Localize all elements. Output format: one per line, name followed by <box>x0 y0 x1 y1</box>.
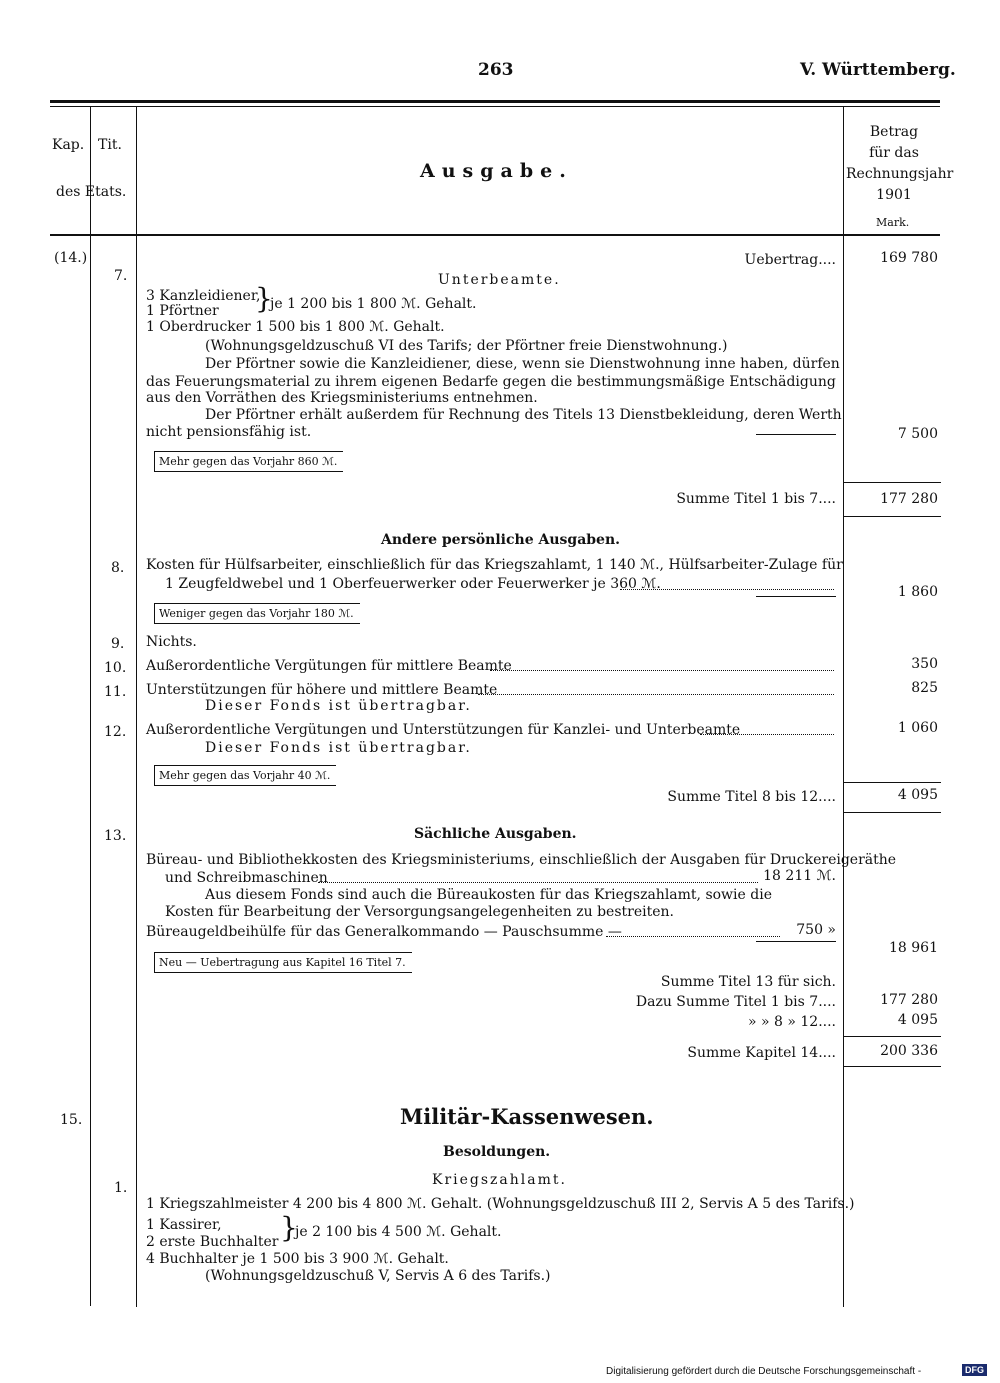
tit-12: 12. <box>104 724 127 740</box>
note-box: Weniger gegen das Vorjahr 180 ℳ. <box>154 603 360 624</box>
tit-1: 1. <box>114 1180 128 1196</box>
underline <box>756 941 836 942</box>
text-line: Büreaugeldbeihülfe für das Generalkommando — Pauschsumme — <box>146 924 622 940</box>
text-line: 1 Pförtner <box>146 303 219 319</box>
text-line: 1 Kassirer, <box>146 1217 222 1233</box>
chapter-heading: Militär-Kassenwesen. <box>400 1104 654 1129</box>
header-des-etats: des Etats. <box>56 184 127 200</box>
text-line: (Wohnungsgeldzuschuß V, Servis A 6 des Tarifs.) <box>205 1268 551 1284</box>
amount-header-line: Betrag <box>869 124 919 140</box>
text-line: (Wohnungsgeldzuschuß VI des Tarifs; der Pförtner freie Dienstwohnung.) <box>205 338 728 354</box>
subtotal-value: 18 211 ℳ. <box>763 868 836 884</box>
header-kap: Kap. <box>52 137 85 153</box>
amount-value: 1 860 <box>897 584 938 600</box>
text-line: Büreau- und Bibliothekkosten des Kriegsministeriums, einschließlich der Ausgaben für Druckereigeräthe <box>146 852 897 868</box>
unterbeamte-heading: Unterbeamte. <box>438 272 561 288</box>
uebertrag-value: 169 780 <box>880 250 938 266</box>
currency-label: Mark. <box>876 216 910 229</box>
sum-rule <box>843 1066 941 1067</box>
text-line: Außerordentliche Vergütungen für mittlere Beamte <box>146 658 512 674</box>
text-line: Kosten für Bearbeitung der Versorgungsangelegenheiten zu bestreiten. <box>165 904 674 920</box>
text-line: nicht pensionsfähig ist. <box>146 424 312 440</box>
underline <box>756 596 836 597</box>
amount-value: 7 500 <box>897 426 938 442</box>
uebertrag-label: Uebertrag.... <box>744 252 836 268</box>
header-tit: Tit. <box>98 137 122 153</box>
tit-8: 8. <box>111 560 125 576</box>
col-line-amount <box>843 107 844 1307</box>
sum-rule <box>843 482 941 483</box>
text-line: 1 Kriegszahlmeister 4 200 bis 4 800 ℳ. Gehalt. (Wohnungsgeldzuschuß III 2, Servis A 5 des Tarifs.) <box>146 1196 855 1212</box>
sum-rule <box>843 812 941 813</box>
text-line: aus den Vorräthen des Kriegsministeriums entnehmen. <box>146 390 538 406</box>
header-bottom-rule <box>50 234 940 236</box>
text-line: 2 erste Buchhalter <box>146 1234 279 1250</box>
text-line: Nichts. <box>146 634 197 650</box>
col-line-kap-body <box>90 236 91 1306</box>
kap-14: (14.) <box>54 250 88 266</box>
sum-value: 177 280 <box>880 992 938 1008</box>
text-line: Unterstützungen für höhere und mittlere Beamte <box>146 682 498 698</box>
subsection-heading: Kriegszahlamt. <box>432 1172 567 1188</box>
sum-label: Summe Titel 8 bis 12.... <box>667 789 836 805</box>
text-line: Dieser Fonds ist übertragbar. <box>205 698 472 714</box>
text-line: und Schreibmaschinen <box>165 870 328 886</box>
top-rule-thick <box>50 100 940 103</box>
text-line: 4 Buchhalter je 1 500 bis 3 900 ℳ. Gehalt. <box>146 1251 449 1267</box>
kap-15: 15. <box>60 1112 83 1128</box>
text-line: 3 Kanzleidiener, <box>146 288 261 304</box>
amount-value: 18 961 <box>889 940 938 956</box>
tit-7: 7. <box>114 268 128 284</box>
page-number: 263 <box>478 60 514 80</box>
text-line: je 1 200 bis 1 800 ℳ. Gehalt. <box>270 296 477 312</box>
tit-13: 13. <box>104 828 127 844</box>
col-line-kap <box>90 107 91 235</box>
footer-credit: Digitalisierung gefördert durch die Deutsche Forschungsgemeinschaft - <box>606 1366 922 1377</box>
section-heading: Sächliche Ausgaben. <box>414 826 577 842</box>
sum-value: 177 280 <box>880 491 938 507</box>
note-box: Mehr gegen das Vorjahr 40 ℳ. <box>154 765 336 786</box>
sum-label: » » 8 » 12.... <box>747 1014 836 1030</box>
dot-leader <box>490 670 834 671</box>
amount-header <box>846 122 954 206</box>
subtotal-value: 750 » <box>796 922 836 938</box>
amount-value: 350 <box>911 656 938 672</box>
dot-leader <box>700 734 834 735</box>
amount-header-line: für das <box>869 145 919 161</box>
sum-label: Summe Kapitel 14.... <box>687 1045 836 1061</box>
note-box: Neu — Uebertragung aus Kapitel 16 Titel 7. <box>154 952 412 973</box>
table-title: Ausgabe. <box>420 160 573 182</box>
tit-11: 11. <box>104 684 127 700</box>
tit-9: 9. <box>111 636 125 652</box>
text-line: Der Pförtner erhält außerdem für Rechnung des Titels 13 Dienstbekleidung, deren Werth <box>205 407 842 423</box>
section-heading: Andere persönliche Ausgaben. <box>381 532 621 548</box>
text-line: Dieser Fonds ist übertragbar. <box>205 740 472 756</box>
text-line: je 2 100 bis 4 500 ℳ. Gehalt. <box>295 1224 502 1240</box>
amount-value: 1 060 <box>897 720 938 736</box>
section-heading: Besoldungen. <box>443 1144 551 1160</box>
amount-header-line: 1901 <box>876 187 912 203</box>
text-line: 1 Zeugfeldwebel und 1 Oberfeuerwerker oder Feuerwerker je 360 ℳ. <box>165 576 661 592</box>
brace: } <box>280 1211 298 1244</box>
text-line: Aus diesem Fonds sind auch die Büreaukosten für das Kriegszahlamt, sowie die <box>205 887 772 903</box>
sum-label: Summe Titel 13 für sich. <box>660 974 836 990</box>
text-line: Außerordentliche Vergütungen und Unterstützungen für Kanzlei- und Unterbeamte <box>146 722 741 738</box>
amount-header-line: Rechnungsjahr <box>846 166 954 182</box>
sum-value: 4 095 <box>897 787 938 803</box>
sum-value: 200 336 <box>880 1043 938 1059</box>
sum-rule <box>843 516 941 517</box>
underline <box>756 434 836 435</box>
sum-label: Dazu Summe Titel 1 bis 7.... <box>635 994 836 1010</box>
dot-leader <box>478 694 834 695</box>
country-heading: V. Württemberg. <box>800 60 956 80</box>
sum-rule <box>843 782 941 783</box>
top-rule-thin <box>50 106 940 107</box>
dot-leader <box>318 882 758 883</box>
sum-label: Summe Titel 1 bis 7.... <box>676 491 836 507</box>
amount-value: 825 <box>911 680 938 696</box>
text-line: Der Pförtner sowie die Kanzleidiener, diese, wenn sie Dienstwohnung inne haben, dürfen <box>205 356 840 372</box>
dfg-logo: DFG <box>962 1364 987 1376</box>
col-line-tit <box>136 107 137 1307</box>
dot-leader <box>620 589 834 590</box>
note-box: Mehr gegen das Vorjahr 860 ℳ. <box>154 451 343 472</box>
sum-rule <box>843 1036 941 1037</box>
tit-10: 10. <box>104 660 127 676</box>
sum-value: 4 095 <box>897 1012 938 1028</box>
dot-leader <box>606 936 780 937</box>
text-line: das Feuerungsmaterial zu ihrem eigenen Bedarfe gegen die bestimmungsmäßige Entschädigung <box>146 374 836 390</box>
text-line: Kosten für Hülfsarbeiter, einschließlich für das Kriegszahlamt, 1 140 ℳ., Hülfsarbeiter-Zulage für <box>146 557 843 573</box>
text-line: 1 Oberdrucker 1 500 bis 1 800 ℳ. Gehalt. <box>146 319 445 335</box>
brace: } <box>255 282 273 315</box>
